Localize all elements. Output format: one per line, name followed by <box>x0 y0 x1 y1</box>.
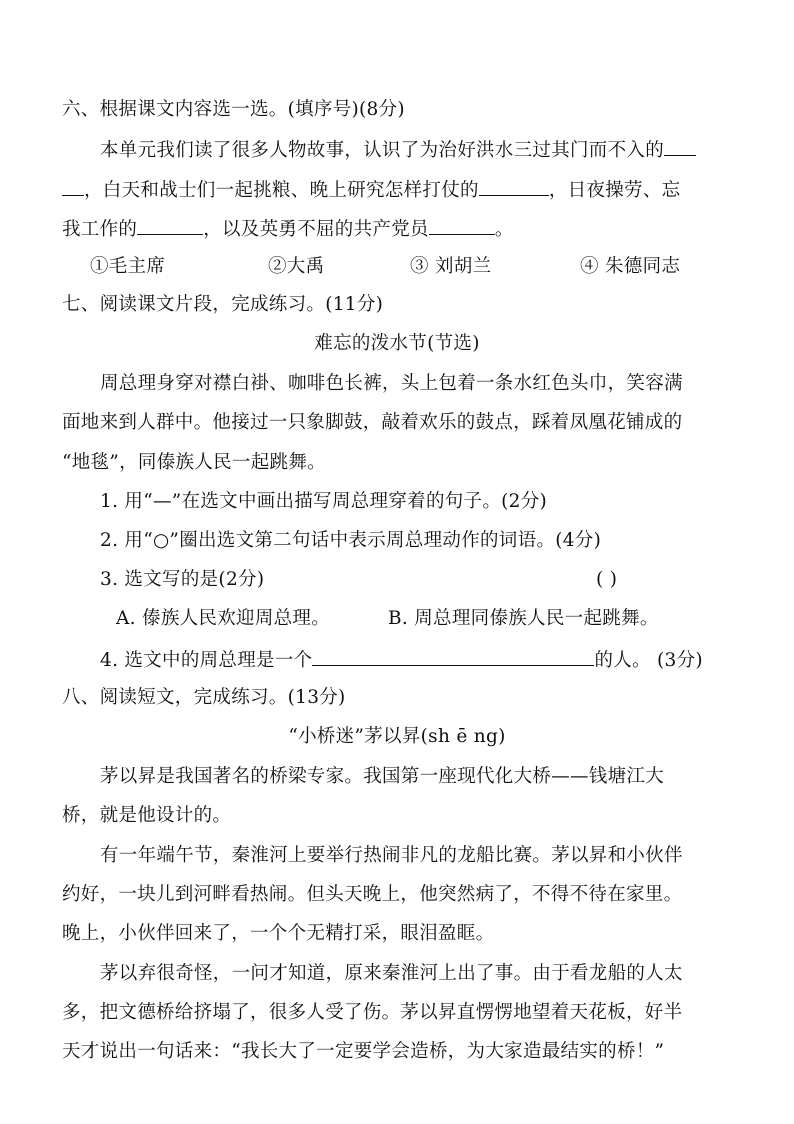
section8-passage-line8: 天才说出一句话来：“我长大了一定要学会造桥，为大家造最结实的桥！” <box>62 1041 665 1062</box>
answer-paren-q3[interactable]: ( ) <box>596 569 618 590</box>
section7-question4-tail: 的人。 (3分) <box>594 650 703 671</box>
answer-blank-1a[interactable] <box>664 137 696 156</box>
section8-passage-line6: 茅以弃很奇怪，一问才知道，原来秦淮河上出了事。由于看龙船的人太 <box>100 963 683 984</box>
option-1: ①毛主席 <box>90 256 166 277</box>
answer-blank-2[interactable] <box>479 177 549 196</box>
section8-passage-line1: 茅以昇是我国著名的桥梁专家。我国第一座现代化大桥——钱塘江大 <box>100 766 665 787</box>
answer-blank-1b[interactable] <box>62 177 84 196</box>
section7-question2: 2. 用“○”圈出选文第二句话中表示周总理动作的词语。(4分) <box>100 530 602 551</box>
section7-title: 难忘的泼水节(节选) <box>314 333 480 354</box>
section7-passage-line2: 面地来到人群中。他接过一只象脚鼓，敲着欢乐的鼓点，踩着凤凰花铺成的 <box>62 412 683 433</box>
section7-heading: 七、阅读课文片段，完成练习。(11分) <box>62 294 384 315</box>
section6-paragraph-line2 <box>62 177 742 203</box>
section8-heading: 八、阅读短文，完成练习。(13分) <box>62 687 346 708</box>
section6-line2-tail: ，日夜操劳、忘 <box>548 180 681 201</box>
section6-line2-text: ，白天和战士们一起挑粮、晚上研究怎样打仗的 <box>84 180 479 201</box>
section7-question4 <box>100 647 740 673</box>
section6-paragraph-line3 <box>62 216 742 242</box>
section6-paragraph-line1 <box>100 137 740 163</box>
answer-blank-q4[interactable] <box>312 647 594 666</box>
section8-passage-line7: 多，把文德桥给挤塌了，很多人受了伤。茅以昇直愣愣地望着天花板，好半 <box>62 1002 683 1023</box>
section7-question3 <box>100 568 740 592</box>
section7-passage-line1: 周总理身穿对襟白褂、咖啡色长裤，头上包着一条水红色头巾，笑容满 <box>100 373 683 394</box>
section6-line3-head: 我工作的 <box>62 219 138 240</box>
option-2: ②大禹 <box>268 256 325 277</box>
section7-passage-line3: “地毯”，同傣族人民一起跳舞。 <box>62 452 326 473</box>
section6-line1-text: 本单元我们读了很多人物故事，认识了为治好洪水三过其门而不入的 <box>100 140 665 161</box>
section6-heading: 六、根据课文内容选一选。(填序号)(8分) <box>62 99 405 120</box>
section7-question3-text: 3. 选文写的是(2分) <box>100 569 265 590</box>
q3-option-a: A. 傣族人民欢迎周总理。 <box>116 608 331 629</box>
section6-line3-mid: ，以及英勇不屈的共产党员 <box>203 219 429 240</box>
section7-question4-head: 4. 选文中的周总理是一个 <box>100 650 313 671</box>
section7-question3-options <box>116 607 736 631</box>
section8-passage-line5: 晚上，小伙伴回来了，一个个无精打采，眼泪盈眶。 <box>62 923 495 944</box>
option-3: ③ 刘胡兰 <box>410 256 492 277</box>
answer-blank-4[interactable] <box>429 216 495 235</box>
section6-options <box>62 255 742 279</box>
section8-title: “小桥迷”茅以昇(sh ē ng) <box>288 726 506 747</box>
q3-option-b: B. 周总理同傣族人民一起跳舞。 <box>388 608 659 629</box>
answer-blank-3[interactable] <box>137 216 203 235</box>
section6-line3-tail: 。 <box>494 219 514 240</box>
section8-passage-line4: 约好，一块儿到河畔看热闹。但头天晚上，他突然病了，不得不待在家里。 <box>62 884 683 905</box>
section8-passage-line3: 有一年端午节，秦淮河上要举行热闹非凡的龙船比赛。茅以昇和小伙伴 <box>100 845 683 866</box>
section8-passage-line2: 桥，就是他设计的。 <box>62 805 232 826</box>
option-4: ④ 朱德同志 <box>580 256 681 277</box>
section7-question1: 1. 用“—”在选文中画出描写周总理穿着的句子。(2分) <box>100 491 548 512</box>
